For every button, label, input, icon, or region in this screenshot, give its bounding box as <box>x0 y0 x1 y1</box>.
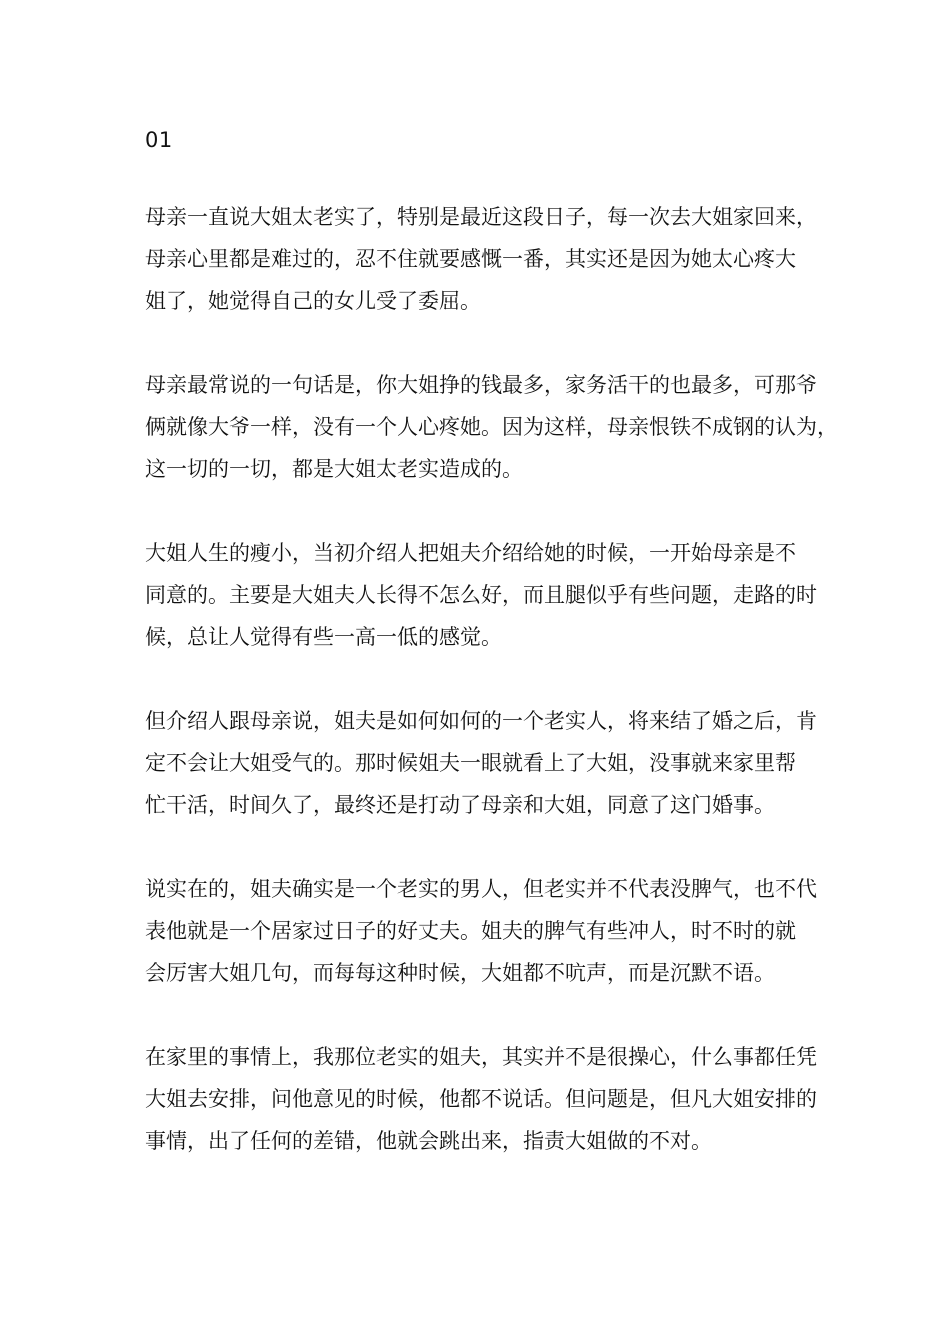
paragraph-line: 定不会让大姐受气的。那时候姐夫一眼就看上了大姐，没事就来家里帮 <box>145 751 796 775</box>
paragraph-1 <box>145 196 815 322</box>
paragraph-line: 事情，出了任何的差错，他就会跳出来，指责大姐做的不对。 <box>145 1129 712 1153</box>
section-number: 01 <box>145 128 173 152</box>
paragraph-4 <box>145 700 815 826</box>
paragraph-line: 表他就是一个居家过日子的好丈夫。姐夫的脾气有些冲人，时不时的就 <box>145 919 796 943</box>
paragraph-line: 大姐去安排，问他意见的时候，他都不说话。但问题是，但凡大姐安排的 <box>145 1087 817 1111</box>
paragraph-line: 母亲最常说的一句话是，你大姐挣的钱最多，家务活干的也最多，可那爷 <box>145 373 817 397</box>
paragraph-line: 姐了，她觉得自己的女儿受了委屈。 <box>145 289 481 313</box>
paragraph-line: 但介绍人跟母亲说，姐夫是如何如何的一个老实人，将来结了婚之后，肯 <box>145 709 817 733</box>
paragraph-line: 说实在的，姐夫确实是一个老实的男人，但老实并不代表没脾气，也不代 <box>145 877 817 901</box>
paragraph-line: 候，总让人觉得有些一高一低的感觉。 <box>145 625 502 649</box>
paragraph-line: 母亲心里都是难过的，忍不住就要感慨一番，其实还是因为她太心疼大 <box>145 247 796 271</box>
paragraph-line: 母亲一直说大姐太老实了，特别是最近这段日子，每一次去大姐家回来， <box>145 205 817 229</box>
paragraph-line: 在家里的事情上，我那位老实的姐夫，其实并不是很操心，什么事都任凭 <box>145 1045 817 1069</box>
paragraph-2 <box>145 364 838 490</box>
paragraph-line: 同意的。主要是大姐夫人长得不怎么好，而且腿似乎有些问题，走路的时 <box>145 583 817 607</box>
paragraph-line: 大姐人生的瘦小，当初介绍人把姐夫介绍给她的时候，一开始母亲是不 <box>145 541 796 565</box>
paragraph-line: 忙干活，时间久了，最终还是打动了母亲和大姐，同意了这门婚事。 <box>145 793 775 817</box>
paragraph-line: 俩就像大爷一样，没有一个人心疼她。因为这样，母亲恨铁不成钢的认为， <box>145 415 838 439</box>
paragraph-6 <box>145 1036 815 1162</box>
paragraph-5 <box>145 868 815 994</box>
paragraph-line: 这一切的一切，都是大姐太老实造成的。 <box>145 457 523 481</box>
paragraph-line: 会厉害大姐几句，而每每这种时候，大姐都不吭声，而是沉默不语。 <box>145 961 775 985</box>
paragraph-3 <box>145 532 815 658</box>
